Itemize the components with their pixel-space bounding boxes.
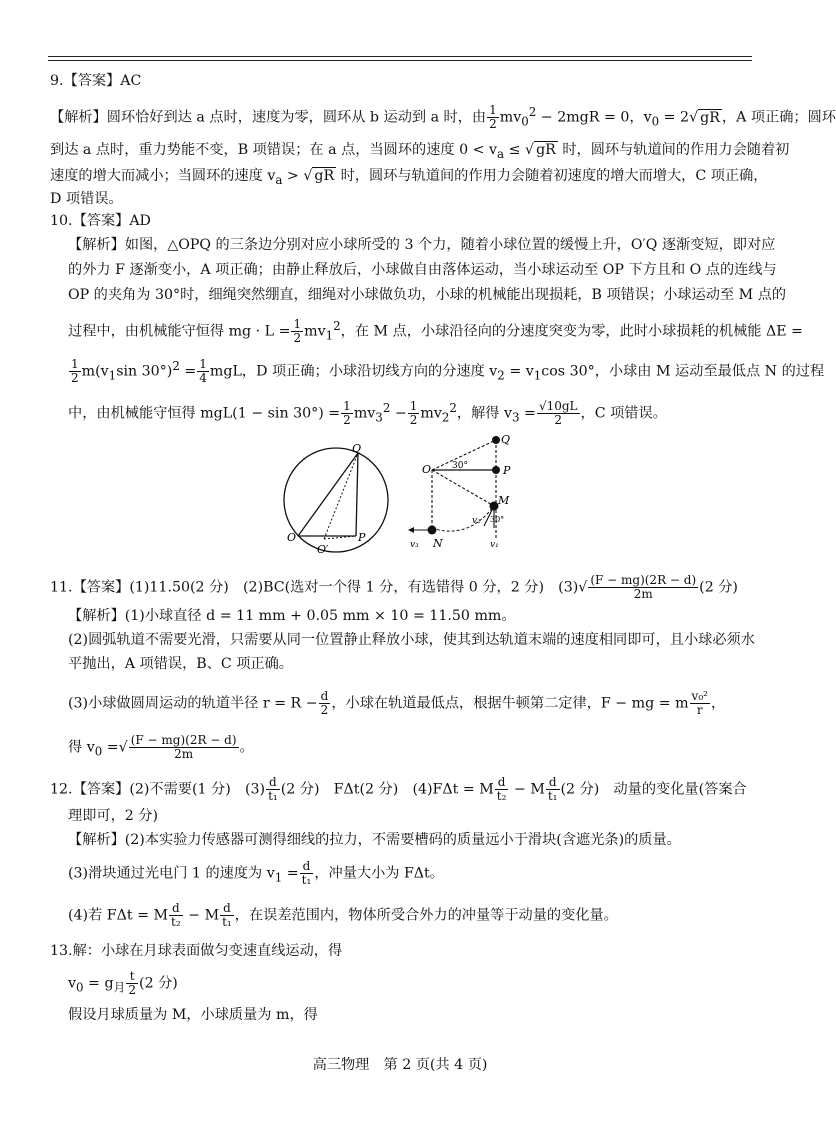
label-O: O <box>422 463 432 476</box>
q10-line2: 的外力 F 逐渐变小，A 项正确；由静止释放后，小球做自由落体运动，当小球运动至 OP 下方且和 O 点的连线与 <box>68 262 777 278</box>
circle-triangle-figure <box>272 440 402 565</box>
top-rule-2 <box>48 60 752 61</box>
q12-answer-cont: 理即可，2 分) <box>68 808 159 824</box>
label-P: P <box>358 531 366 544</box>
q9-line3: 速度的增大而减小；当圆环的速度 $v_a$ > √ gR 时，圆环与轨道间的作用力会随着初速度的增大而增大，C 项正确， <box>50 168 768 187</box>
q12-line3: (4)若 FΔt = M $\frac{d}{\text{t₂}}$ − M $\frac{d}{\text{t₁}}$ ，在误差范围内，物体所受合外力的冲量等于动量的变化量。 <box>68 901 618 929</box>
q13-line3: 假设月球质量为 M，小球质量为 m，得 <box>68 1007 318 1023</box>
q11-line5: 得 $v_0$ =√ $\frac{(F - mg)(2R - d)}{2m}$ 。 <box>68 733 254 761</box>
label-M: M <box>498 494 510 507</box>
label-Q: Q <box>352 442 362 455</box>
q9-line1: 【解析】圆环恰好到达 a 点时，速度为零，圆环从 b 运动到 a 时，由 $\frac{1}{2}$ $mv_0^2 - 2mgR = 0$，$v_0 = 2√$ gR ，A 项正确；圆环 <box>50 103 836 132</box>
label-v1: v₁ <box>490 540 499 550</box>
q11-line3: 平抛出，A 项错误，B、C 项正确。 <box>68 656 293 672</box>
label-P: P <box>503 464 511 477</box>
label-Oprime: O′ <box>317 543 329 556</box>
q10-line3: OP 的夹角为 30°时，细绳突然绷直，细绳对小球做负功，小球的机械能出现损耗，B 项错误；小球运动至 M 点的 <box>68 287 787 303</box>
pendulum-figure <box>408 430 538 555</box>
page-footer: 高三物理 第 2 页(共 4 页) <box>312 1057 488 1073</box>
q11-line4: (3)小球做圆周运动的轨道半径 r = R − $\frac{d}{2}$ ，小球在轨道最低点，根据牛顿第二定律，F − mg = m $\frac{\text{v₀²}}{r}$ ， <box>68 689 726 717</box>
label-30-top: 30° <box>452 461 468 471</box>
q10-line5: $\frac{1}{2}$ $m(v_1\sin$ 30°)$^2$ = $\frac{1}{4}$ mgL，D 项正确；小球沿切线方向的分速度 $v_2 = v_1\cos$ 30°，小球由 M 运动至最低点 N 的过程 <box>71 357 825 386</box>
q12-line2: (3)滑块通过光电门 1 的速度为 $v_1$ = $\frac{d}{\text{t₁}}$ ，冲量大小为 FΔt。 <box>68 859 444 887</box>
top-rule <box>48 56 752 57</box>
label-v3: v₃ <box>410 540 419 550</box>
q13-line2: $v_0 = g_月$ $\frac{t}{2}$ (2 分) <box>68 969 178 997</box>
label-N: N <box>433 537 443 550</box>
q13-line1: 13.解：小球在月球表面做匀变速直线运动，得 <box>50 943 343 959</box>
label-O: O <box>287 531 297 544</box>
q10-line4: 过程中，由机械能守恒得 mg · L = $\frac{1}{2}$ $mv_1^2$，在 M 点，小球沿径向的分速度突变为零，此时小球损耗的机械能 ΔE = <box>68 317 803 346</box>
q11-line1: 【解析】(1)小球直径 d = 11 mm + 0.05 mm × 10 = 11.50 mm。 <box>68 608 516 624</box>
q10-answer: 10.【答案】AD <box>50 213 151 229</box>
q12-answer: 12.【答案】(2)不需要(1 分) (3) $\frac{d}{\text{t₁}}$ (2 分) FΔt(2 分) (4)FΔt = M $\frac{d}{\text{t₂}}$ − M $\frac{d}{\text{t₁}}$ (2 分) 动量的变化量(答案合 <box>50 775 747 803</box>
q11-answer: 11.【答案】(1)11.50(2 分) (2)BC(选对一个得 1 分，有选错得 0 分，2 分) (3)√ $\frac{(F - mg)(2R - d)}{2m}$ (2 分) <box>50 573 738 601</box>
q9-line4: D 项错误。 <box>50 191 123 207</box>
q11-line2: (2)圆弧轨道不需要光滑，只需要从同一位置静止释放小球，使其到达轨道末端的速度相同即可，且小球必须水 <box>68 632 755 648</box>
q10-line6: 中，由机械能守恒得 mgL(1 − sin 30°) = $\frac{1}{2}$ $mv_3^2$ − $\frac{1}{2}$ $mv_2^2$，解得 $v_3$ = $\frac{√10gL}{2}$ ，C 项错误。 <box>68 399 667 428</box>
q9-answer: 9.【答案】AC <box>50 73 142 89</box>
q10-line1: 【解析】如图，△OPQ 的三条边分别对应小球所受的 3 个力，随着小球位置的缓慢上升，O′Q 逐渐变短，即对应 <box>68 237 776 253</box>
label-30-m: 30° <box>490 515 505 524</box>
label-v2: v₂ <box>472 516 481 526</box>
label-Q: Q <box>501 433 511 446</box>
q12-line1: 【解析】(2)本实验力传感器可测得细线的拉力，不需要槽码的质量远小于滑块(含遮光条)的质量。 <box>68 832 681 848</box>
q9-line2: 到达 a 点时，重力势能不变，B 项错误；在 a 点，当圆环的速度 $0 < v_a$ ≤ √ gR 时，圆环与轨道间的作用力会随着初 <box>50 142 790 161</box>
